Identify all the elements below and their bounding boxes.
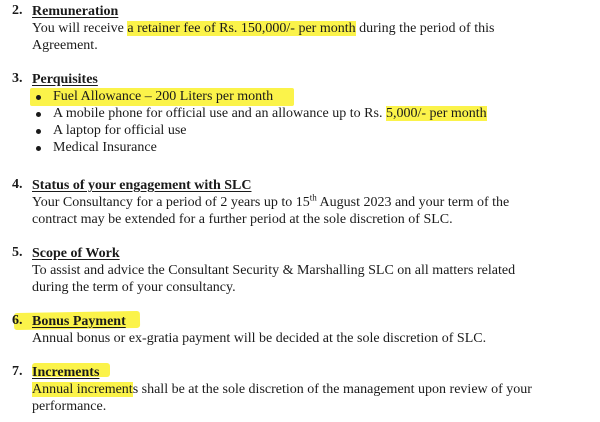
mobile-allowance-text: A mobile phone for official use and an allowance up to Rs. [53,106,386,121]
section-number-6: 6. [12,313,23,328]
bullet-dot [36,95,41,100]
scope-line-2: during the term of your consultancy. [32,280,236,295]
ordinal-suffix: th [309,192,317,203]
bullet-dot [36,146,41,151]
bullet-dot [36,112,41,117]
status-text-post: August 2023 and your term of the [316,195,510,210]
section-title-status: Status of your engagement with SLC [32,178,252,193]
bullet-dot [36,129,41,134]
status-line-2: contract may be extended for a further period at the sole discretion of SLC. [32,212,453,227]
remuneration-line-2: Agreement. [32,38,98,53]
perquisite-item-medical: Medical Insurance [53,140,157,155]
section-title-remuneration: Remuneration [32,4,119,19]
retainer-fee-highlight: a retainer fee of Rs. 150,000/- per month [127,21,356,36]
section-title-perquisites: Perquisites [32,72,98,87]
status-line-1 [32,194,509,211]
section-title-bonus: Bonus Payment [32,314,126,329]
scope-line-1: To assist and advice the Consultant Security & Marshalling SLC on all matters related [32,263,516,278]
section-title-increments: Increments [32,365,100,380]
bonus-line-1: Annual bonus or ex-gratia payment will be decided at the sole discretion of SLC. [32,331,487,346]
section-number-5: 5. [12,245,23,260]
section-number-3: 3. [12,71,23,86]
remuneration-text-pre: You will receive [32,21,128,36]
mobile-allowance-highlight: 5,000/- per month [385,106,487,121]
section-number-4: 4. [12,177,23,192]
perquisite-item-laptop: A laptop for official use [53,123,187,138]
increments-text-post: s shall be at the sole discretion of the management upon review of your [132,382,532,397]
section-number-7: 7. [12,364,23,379]
section-number-2: 2. [12,3,23,18]
increments-line-2: performance. [32,399,107,414]
remuneration-text-post: during the period of this [355,21,495,36]
status-text-pre: Your Consultancy for a period of 2 years up to 15 [32,195,310,210]
remuneration-line-1 [32,20,494,37]
perquisite-item-fuel: Fuel Allowance – 200 Liters per month [53,89,274,104]
annual-increment-highlight: Annual increment [32,382,133,397]
increments-line-1 [32,381,532,398]
section-title-scope: Scope of Work [32,246,120,261]
perquisite-item-mobile [53,105,487,122]
